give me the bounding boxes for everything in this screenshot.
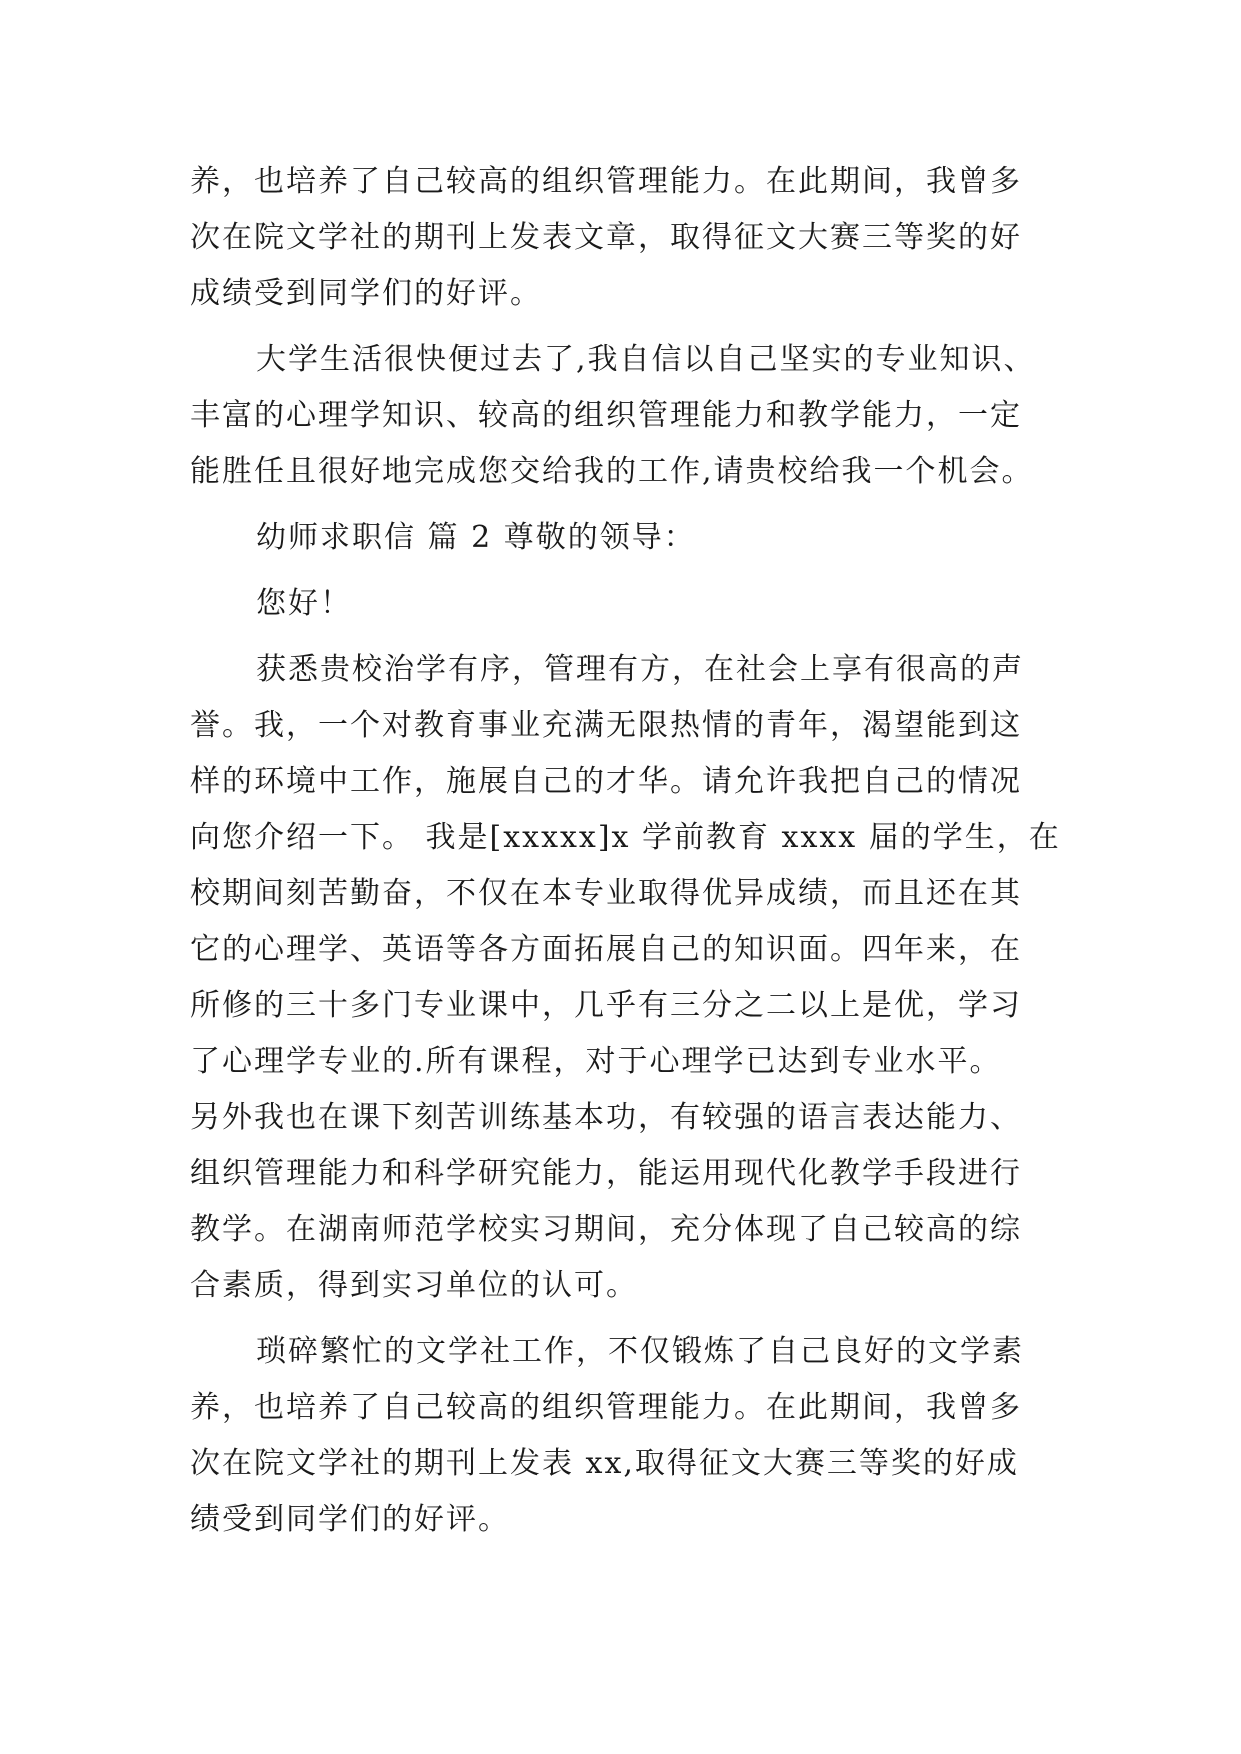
text-line: 次在院文学社的期刊上发表 xx,取得征文大赛三等奖的好成 (190, 1446, 1019, 1481)
text-line: 样的环境中工作，施展自己的才华。请允许我把自己的情况 (190, 764, 1022, 799)
text-line: 大学生活很快便过去了,我自信以自己坚实的专业知识、 (256, 342, 1036, 377)
text-line: 教学。在湖南师范学校实习期间，充分体现了自己较高的综 (190, 1212, 1022, 1247)
section-heading: 幼师求职信 篇 2 尊敬的领导： (256, 520, 696, 555)
text-line: 获悉贵校治学有序，管理有方，在社会上享有很高的声 (256, 652, 1024, 687)
text-line: 另外我也在课下刻苦训练基本功，有较强的语言表达能力、 (190, 1100, 1022, 1135)
text-line: 誉。我，一个对教育事业充满无限热情的青年，渴望能到这 (190, 708, 1022, 743)
text-line: 绩受到同学们的好评。 (190, 1502, 510, 1537)
text-line: 它的心理学、英语等各方面拓展自己的知识面。四年来，在 (190, 932, 1022, 967)
text-line: 向您介绍一下。 我是[xxxxx]x 学前教育 xxxx 届的学生，在 (190, 820, 1061, 855)
text-line: 合素质，得到实习单位的认可。 (190, 1268, 638, 1303)
text-line: 所修的三十多门专业课中，几乎有三分之二以上是优，学习 (190, 988, 1022, 1023)
text-line: 次在院文学社的期刊上发表文章，取得征文大赛三等奖的好 (190, 220, 1022, 255)
text-line: 能胜任且很好地完成您交给我的工作,请贵校给我一个机会。 (190, 454, 1034, 489)
text-line: 养，也培养了自己较高的组织管理能力。在此期间，我曾多 (190, 1390, 1022, 1425)
text-line: 养，也培养了自己较高的组织管理能力。在此期间，我曾多 (190, 164, 1022, 199)
text-line: 丰富的心理学知识、较高的组织管理能力和教学能力，一定 (190, 398, 1022, 433)
text-line: 组织管理能力和科学研究能力，能运用现代化教学手段进行 (190, 1156, 1022, 1191)
text-line: 琐碎繁忙的文学社工作，不仅锻炼了自己良好的文学素 (256, 1334, 1024, 1369)
greeting: 您好！ (256, 586, 352, 621)
document-body (190, 154, 1070, 1548)
text-line: 了心理学专业的.所有课程，对于心理学已达到专业水平。 (190, 1044, 1002, 1079)
text-line: 成绩受到同学们的好评。 (190, 276, 542, 311)
text-line: 校期间刻苦勤奋，不仅在本专业取得优异成绩，而且还在其 (190, 876, 1022, 911)
